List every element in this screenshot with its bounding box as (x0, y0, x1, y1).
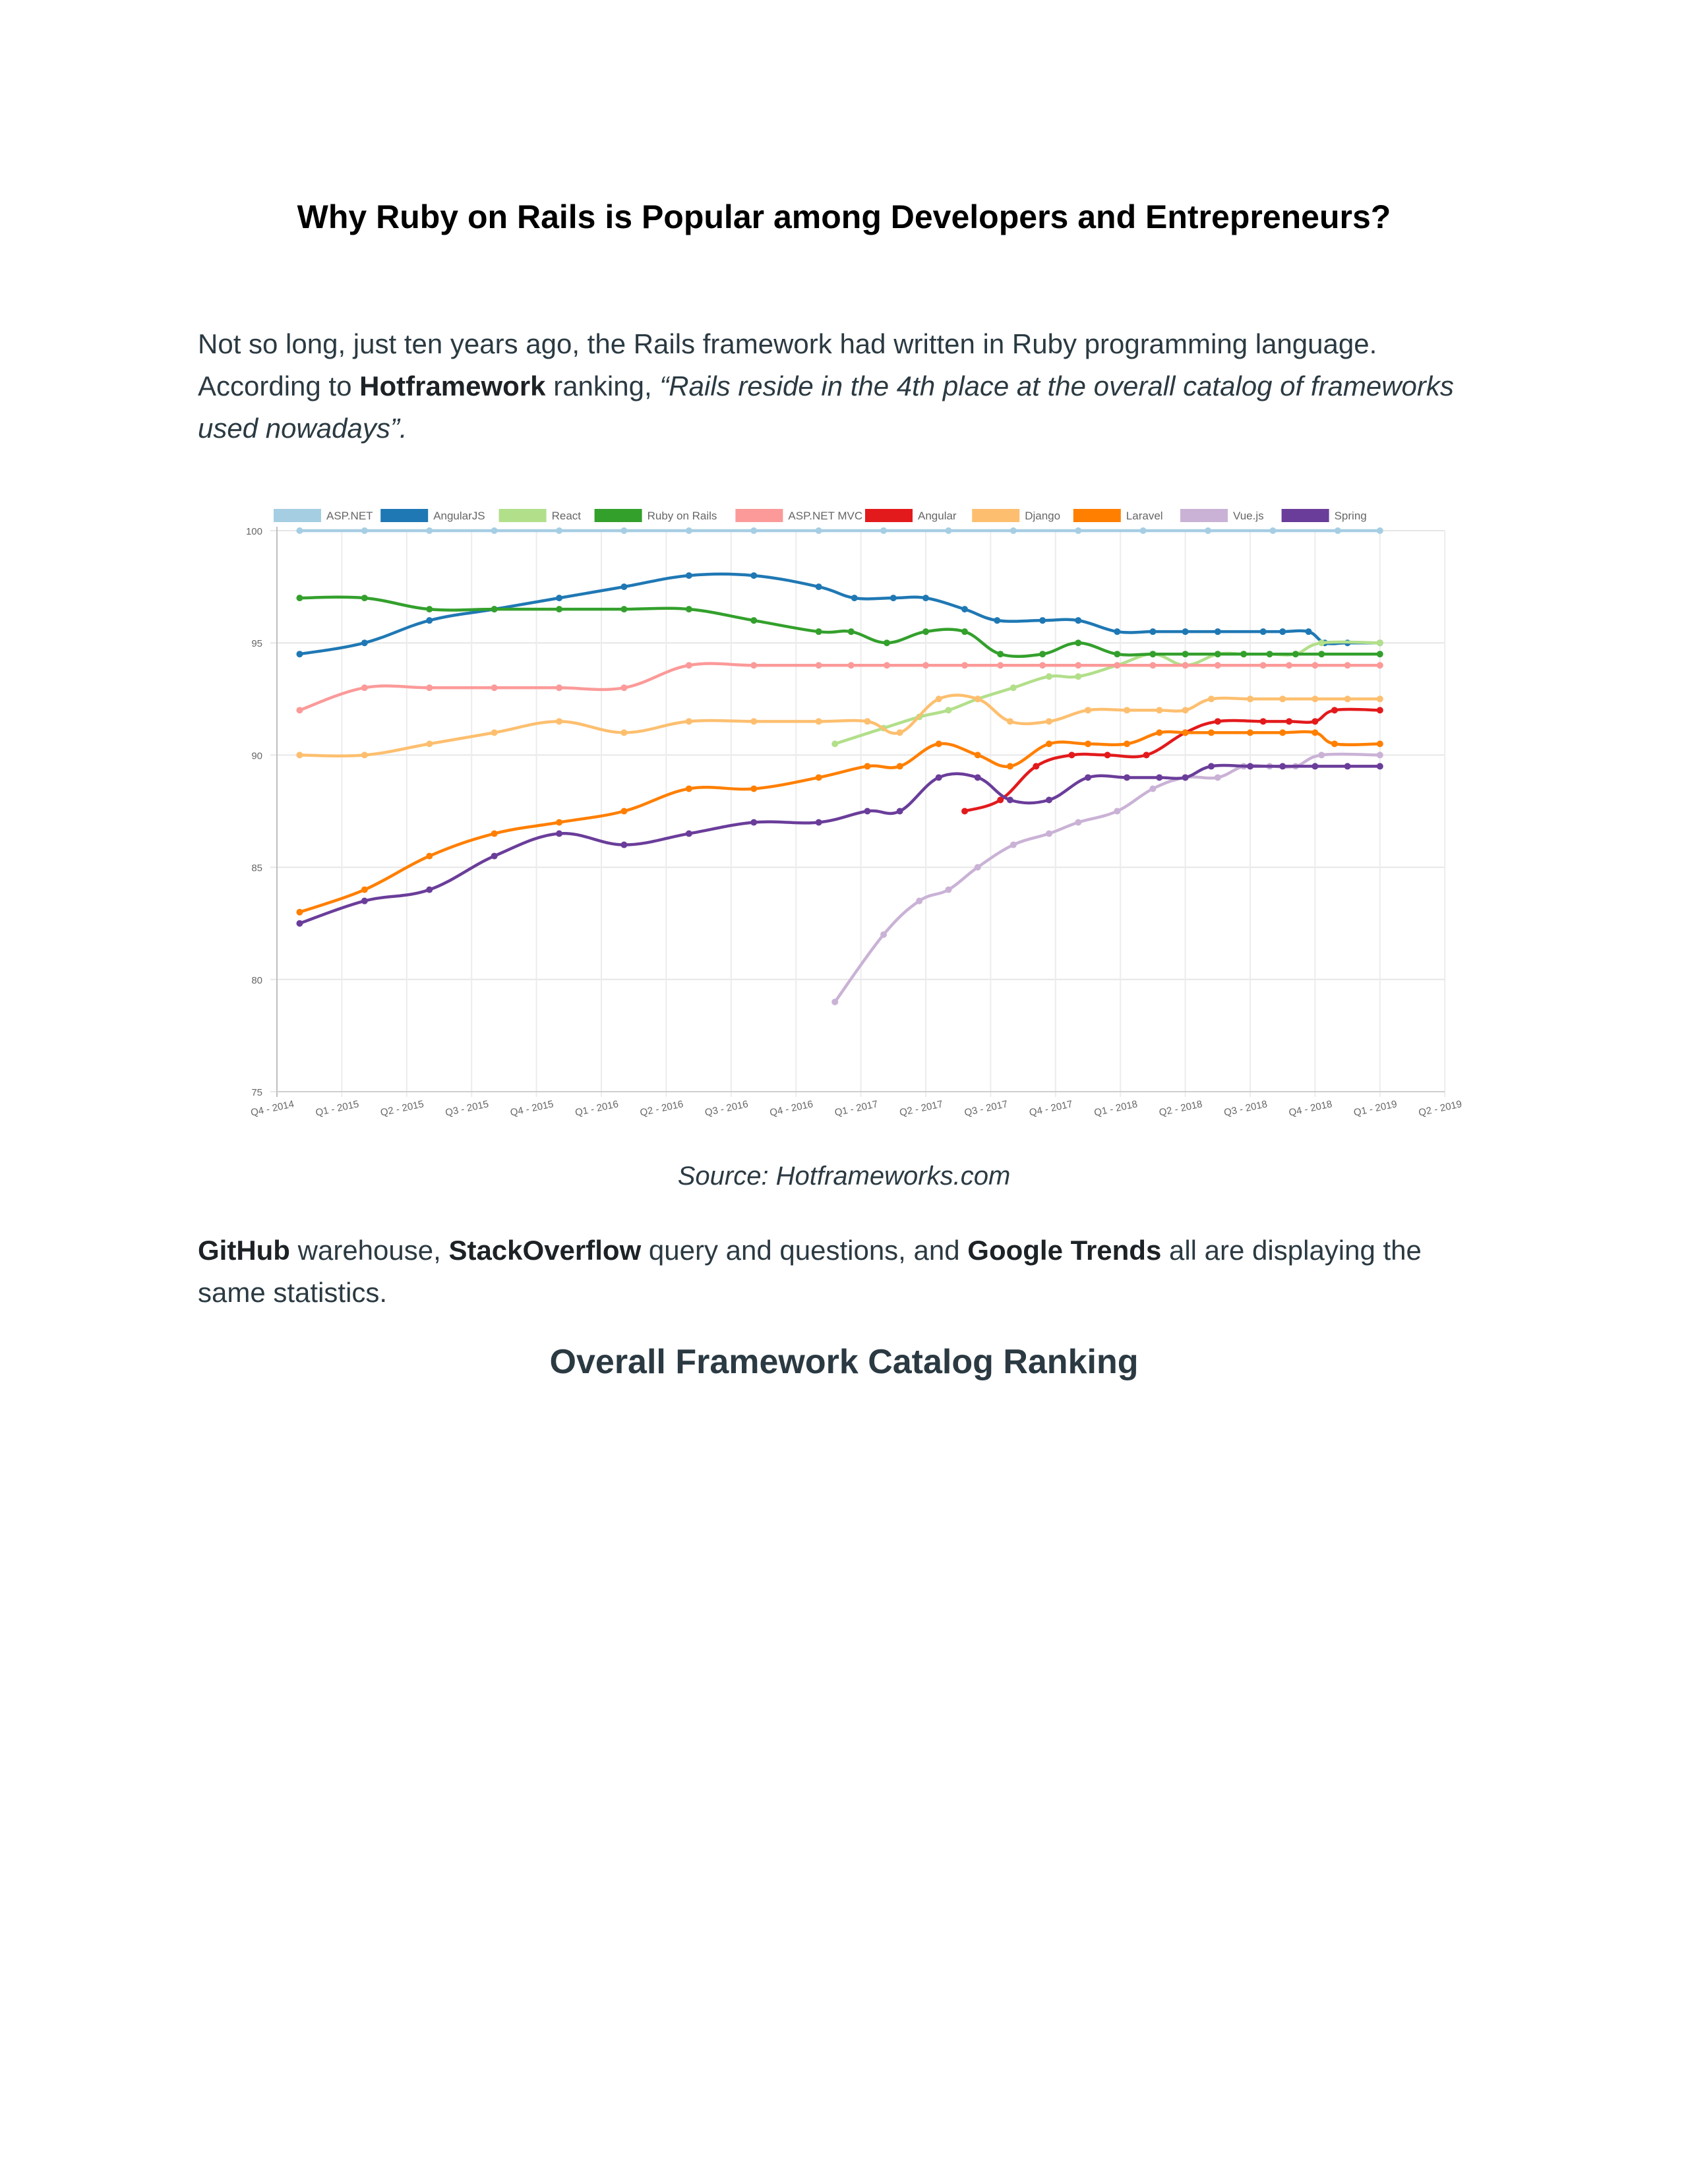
data-point-angular (1331, 707, 1338, 713)
data-point-ruby-on-rails (296, 595, 303, 601)
data-point-spring (556, 831, 562, 837)
data-point-spring (1344, 763, 1351, 769)
data-point-django (1377, 695, 1383, 702)
data-point-django (897, 729, 903, 736)
data-point-angularjs (961, 606, 968, 612)
x-tick-label: Q1 - 2016 (574, 1098, 620, 1119)
data-point-vue-js (1215, 774, 1221, 781)
data-point-laravel (1279, 729, 1286, 736)
data-point-angularjs (296, 651, 303, 657)
data-point-asp-net (1010, 527, 1017, 534)
data-point-asp-net-mvc (556, 684, 562, 691)
data-point-laravel (816, 774, 822, 781)
data-point-asp-net (750, 527, 757, 534)
data-point-ruby-on-rails (1182, 651, 1189, 657)
data-point-ruby-on-rails (848, 628, 855, 635)
data-point-spring (426, 887, 433, 893)
data-point-spring (936, 774, 942, 781)
series-line-django (299, 695, 1379, 755)
data-point-angularjs (1114, 628, 1120, 635)
legend-swatch-asp-net (274, 509, 321, 522)
data-point-asp-net-mvc (1075, 662, 1081, 668)
data-point-react (945, 707, 951, 713)
x-tick-label: Q2 - 2018 (1158, 1098, 1204, 1119)
x-tick-label: Q2 - 2015 (379, 1098, 425, 1119)
data-point-angular (1068, 752, 1075, 758)
data-point-django (1247, 695, 1253, 702)
data-point-django (1182, 707, 1189, 713)
data-point-spring (361, 898, 368, 904)
data-point-asp-net-mvc (922, 662, 929, 668)
series-line-react (835, 642, 1380, 744)
legend-swatch-ruby-on-rails (595, 509, 642, 522)
data-point-django (975, 695, 981, 702)
y-tick-label: 95 (251, 638, 262, 650)
data-point-angularjs (1182, 628, 1189, 635)
data-point-django (556, 718, 562, 724)
y-tick-label: 85 (251, 862, 262, 874)
data-point-asp-net-mvc (1114, 662, 1120, 668)
series-line-laravel (299, 732, 1379, 912)
y-tick-label: 80 (251, 974, 262, 986)
data-point-ruby-on-rails (1292, 651, 1299, 657)
data-point-vue-js (1114, 808, 1120, 815)
x-tick-label: Q4 - 2014 (249, 1098, 295, 1119)
data-point-asp-net-mvc (1344, 662, 1351, 668)
data-point-django (491, 729, 498, 736)
data-point-ruby-on-rails (1149, 651, 1156, 657)
legend-swatch-angularjs (380, 509, 428, 522)
x-tick-label: Q3 - 2017 (963, 1098, 1009, 1119)
data-point-laravel (1182, 729, 1189, 736)
legend-label-ruby-on-rails: Ruby on Rails (647, 510, 717, 522)
legend-label-spring: Spring (1334, 510, 1367, 522)
data-point-angularjs (1215, 628, 1221, 635)
data-point-asp-net-mvc (491, 684, 498, 691)
data-point-ruby-on-rails (556, 606, 562, 612)
data-point-asp-net (1075, 527, 1081, 534)
data-point-ruby-on-rails (491, 606, 498, 612)
y-tick-label: 75 (251, 1087, 262, 1098)
data-point-laravel (1007, 763, 1013, 769)
data-point-vue-js (945, 887, 951, 893)
x-tick-label: Q3 - 2015 (444, 1098, 490, 1119)
data-point-laravel (296, 909, 303, 916)
x-tick-label: Q1 - 2019 (1352, 1098, 1399, 1119)
data-point-angularjs (361, 639, 368, 646)
data-point-vue-js (1046, 831, 1052, 837)
data-point-angularjs (750, 572, 757, 579)
series-line-angularjs (299, 574, 1379, 654)
data-point-angularjs (890, 595, 897, 601)
data-point-angular (1377, 707, 1383, 713)
data-point-angularjs (620, 583, 627, 590)
data-point-angularjs (1149, 628, 1156, 635)
data-point-asp-net-mvc (1377, 662, 1383, 668)
x-tick-label: Q1 - 2018 (1093, 1098, 1139, 1119)
data-point-laravel (1377, 740, 1383, 747)
data-point-spring (1156, 774, 1162, 781)
data-point-angular (1260, 718, 1267, 724)
outro-text-1: warehouse, (289, 1235, 449, 1266)
data-point-asp-net-mvc (816, 662, 822, 668)
data-point-django (1046, 718, 1052, 724)
data-point-spring (1279, 763, 1286, 769)
data-point-asp-net (620, 527, 627, 534)
outro-text-2: query and questions, and (641, 1235, 968, 1266)
data-point-asp-net-mvc (1149, 662, 1156, 668)
data-point-asp-net-mvc (997, 662, 1004, 668)
data-point-django (750, 718, 757, 724)
x-tick-label: Q3 - 2016 (704, 1098, 750, 1119)
data-point-asp-net-mvc (1039, 662, 1046, 668)
data-point-asp-net-mvc (1215, 662, 1221, 668)
page-title: Why Ruby on Rails is Popular among Developers and Entrepreneurs? (297, 198, 1391, 235)
data-point-angularjs (816, 583, 822, 590)
data-point-ruby-on-rails (961, 628, 968, 635)
data-point-asp-net (1335, 527, 1341, 534)
data-point-asp-net-mvc (686, 662, 692, 668)
chart-caption: Source: Hotframeworks.com (677, 1162, 1011, 1191)
data-point-spring (491, 853, 498, 860)
data-point-laravel (1124, 740, 1130, 747)
data-point-ruby-on-rails (686, 606, 692, 612)
data-point-ruby-on-rails (1267, 651, 1273, 657)
data-point-vue-js (1318, 752, 1325, 758)
data-point-ruby-on-rails (1039, 651, 1046, 657)
data-point-vue-js (1149, 785, 1156, 792)
legend-label-laravel: Laravel (1126, 510, 1163, 522)
data-point-react (1318, 639, 1325, 646)
data-point-asp-net-mvc (1182, 662, 1189, 668)
data-point-django (296, 752, 303, 758)
data-point-asp-net (1140, 527, 1147, 534)
data-point-react (1010, 684, 1017, 691)
legend-label-django: Django (1025, 510, 1061, 522)
data-point-django (361, 752, 368, 758)
data-point-asp-net-mvc (620, 684, 627, 691)
data-point-angular (1104, 752, 1111, 758)
data-point-spring (296, 920, 303, 927)
data-point-django (426, 740, 433, 747)
data-point-spring (975, 774, 981, 781)
data-point-angular (961, 808, 968, 815)
data-point-django (1279, 695, 1286, 702)
data-point-spring (1046, 796, 1052, 803)
data-point-laravel (1085, 740, 1091, 747)
data-point-laravel (361, 887, 368, 893)
data-point-spring (816, 819, 822, 826)
data-point-angular (1143, 752, 1150, 758)
section-heading: Overall Framework Catalog Ranking (549, 1343, 1139, 1381)
data-point-spring (750, 819, 757, 826)
data-point-ruby-on-rails (750, 617, 757, 624)
data-point-angularjs (994, 617, 1000, 624)
data-point-angularjs (686, 572, 692, 579)
data-point-django (1007, 718, 1013, 724)
legend-label-vue-js: Vue.js (1233, 510, 1264, 522)
github-term: GitHub (198, 1235, 290, 1266)
data-point-asp-net (880, 527, 887, 534)
data-point-ruby-on-rails (426, 606, 433, 612)
data-point-spring (1182, 774, 1189, 781)
intro-paragraph (198, 323, 1490, 450)
data-point-angularjs (556, 595, 562, 601)
data-point-asp-net (491, 527, 498, 534)
data-point-asp-net-mvc (426, 684, 433, 691)
data-point-ruby-on-rails (1240, 651, 1247, 657)
sources-paragraph (198, 1229, 1490, 1314)
data-point-laravel (750, 785, 757, 792)
data-point-django (1124, 707, 1130, 713)
data-point-angularjs (851, 595, 858, 601)
data-point-vue-js (1010, 842, 1017, 848)
data-point-laravel (1156, 729, 1162, 736)
data-point-ruby-on-rails (922, 628, 929, 635)
data-point-ruby-on-rails (361, 595, 368, 601)
series-line-ruby-on-rails (299, 597, 1379, 657)
data-point-laravel (1247, 729, 1253, 736)
data-point-laravel (1311, 729, 1318, 736)
data-point-spring (864, 808, 870, 815)
data-point-ruby-on-rails (997, 651, 1004, 657)
data-point-laravel (936, 740, 942, 747)
legend-label-angularjs: AngularJS (433, 510, 485, 522)
data-point-ruby-on-rails (816, 628, 822, 635)
data-point-asp-net (816, 527, 822, 534)
data-point-vue-js (975, 864, 981, 871)
x-tick-label: Q2 - 2017 (898, 1098, 944, 1119)
x-tick-label: Q4 - 2018 (1288, 1098, 1333, 1119)
data-point-asp-net-mvc (750, 662, 757, 668)
data-point-django (1344, 695, 1351, 702)
data-point-ruby-on-rails (620, 606, 627, 612)
data-point-react (1075, 673, 1081, 680)
data-point-angular (1286, 718, 1292, 724)
data-point-asp-net (361, 527, 368, 534)
outro-text-3: all are displaying the same statistics. (198, 1235, 1422, 1308)
data-point-laravel (620, 808, 627, 815)
legend-swatch-laravel (1073, 509, 1121, 522)
data-point-react (1046, 673, 1052, 680)
data-point-spring (1085, 774, 1091, 781)
data-point-asp-net (426, 527, 433, 534)
data-point-laravel (491, 831, 498, 837)
stackoverflow-term: StackOverflow (448, 1235, 642, 1266)
data-point-angularjs (1279, 628, 1286, 635)
data-point-react (1377, 639, 1383, 646)
data-point-spring (1311, 763, 1318, 769)
data-point-django (1085, 707, 1091, 713)
data-point-angularjs (1306, 628, 1312, 635)
x-tick-label: Q2 - 2019 (1417, 1098, 1463, 1119)
data-point-asp-net (945, 527, 951, 534)
data-point-spring (1377, 763, 1383, 769)
data-point-angularjs (1075, 617, 1081, 624)
data-point-vue-js (1377, 752, 1383, 758)
data-point-laravel (1046, 740, 1052, 747)
data-point-laravel (864, 763, 870, 769)
intro-text-2: ranking, (545, 370, 660, 401)
data-point-django (816, 718, 822, 724)
data-point-angular (1215, 718, 1221, 724)
data-point-django (864, 718, 870, 724)
framework-ranking-chart (211, 498, 1464, 1157)
x-tick-label: Q1 - 2015 (315, 1098, 360, 1119)
x-tick-label: Q4 - 2017 (1028, 1098, 1074, 1119)
data-point-laravel (426, 853, 433, 860)
data-point-laravel (1208, 729, 1215, 736)
legend-swatch-react (499, 509, 547, 522)
data-point-asp-net-mvc (296, 707, 303, 713)
legend-label-angular: Angular (918, 510, 957, 522)
data-point-asp-net-mvc (361, 684, 368, 691)
x-tick-label: Q4 - 2015 (509, 1098, 555, 1119)
data-point-ruby-on-rails (1114, 651, 1120, 657)
series-line-vue-js (835, 754, 1380, 1002)
data-point-asp-net-mvc (961, 662, 968, 668)
legend-swatch-angular (865, 509, 913, 522)
data-point-ruby-on-rails (1318, 651, 1325, 657)
x-tick-label: Q2 - 2016 (639, 1098, 684, 1119)
data-point-asp-net (1205, 527, 1211, 534)
data-point-ruby-on-rails (884, 639, 890, 646)
data-point-laravel (1331, 740, 1338, 747)
data-point-asp-net (686, 527, 692, 534)
data-point-asp-net-mvc (884, 662, 890, 668)
data-point-asp-net (1377, 527, 1383, 534)
data-point-ruby-on-rails (1075, 639, 1081, 646)
data-point-angular (1033, 763, 1039, 769)
legend-swatch-spring (1282, 509, 1329, 522)
data-point-laravel (897, 763, 903, 769)
data-point-spring (1247, 763, 1253, 769)
google-trends-term: Google Trends (967, 1235, 1162, 1266)
data-point-spring (897, 808, 903, 815)
data-point-spring (1124, 774, 1130, 781)
legend-swatch-asp-net-mvc (735, 509, 783, 522)
data-point-laravel (556, 819, 562, 826)
data-point-angularjs (922, 595, 929, 601)
data-point-spring (1208, 763, 1215, 769)
rails-quote: “Rails reside in the 4th place at the overall catalog of frameworks used nowadays”. (198, 370, 1454, 444)
legend-swatch-django (972, 509, 1019, 522)
data-point-angularjs (1260, 628, 1267, 635)
data-point-django (936, 695, 942, 702)
data-point-vue-js (831, 999, 838, 1005)
legend-label-asp-net-mvc: ASP.NET MVC (788, 510, 863, 522)
legend-swatch-vue-js (1180, 509, 1228, 522)
data-point-asp-net (556, 527, 562, 534)
data-point-spring (620, 842, 627, 848)
data-point-django (1311, 695, 1318, 702)
data-point-laravel (975, 752, 981, 758)
data-point-django (686, 718, 692, 724)
legend-label-asp-net: ASP.NET (326, 510, 373, 522)
data-point-asp-net-mvc (1286, 662, 1292, 668)
y-tick-label: 90 (251, 750, 262, 762)
data-point-spring (686, 831, 692, 837)
data-point-ruby-on-rails (1377, 651, 1383, 657)
x-tick-label: Q3 - 2018 (1222, 1098, 1269, 1119)
hotframework-term: Hotframework (359, 370, 546, 401)
y-tick-label: 100 (245, 526, 262, 537)
data-point-django (620, 729, 627, 736)
data-point-spring (1007, 796, 1013, 803)
data-point-django (1208, 695, 1215, 702)
data-point-asp-net (296, 527, 303, 534)
data-point-vue-js (1075, 819, 1081, 826)
intro-text-1: Not so long, just ten years ago, the Rails framework had written in Ruby programming language. According to (198, 328, 1377, 401)
data-point-angularjs (1039, 617, 1046, 624)
data-point-vue-js (916, 898, 922, 904)
data-point-angular (1311, 718, 1318, 724)
data-point-angularjs (426, 617, 433, 624)
x-tick-label: Q4 - 2016 (768, 1098, 814, 1119)
legend-label-react: React (551, 510, 582, 522)
series-line-asp-net-mvc (299, 664, 1379, 711)
data-point-asp-net-mvc (1311, 662, 1318, 668)
data-point-ruby-on-rails (1215, 651, 1221, 657)
data-point-asp-net-mvc (848, 662, 855, 668)
data-point-asp-net (1269, 527, 1276, 534)
data-point-vue-js (880, 931, 887, 938)
data-point-react (831, 740, 838, 747)
x-tick-label: Q1 - 2017 (833, 1098, 880, 1119)
data-point-asp-net-mvc (1260, 662, 1267, 668)
data-point-laravel (686, 785, 692, 792)
data-point-django (1156, 707, 1162, 713)
